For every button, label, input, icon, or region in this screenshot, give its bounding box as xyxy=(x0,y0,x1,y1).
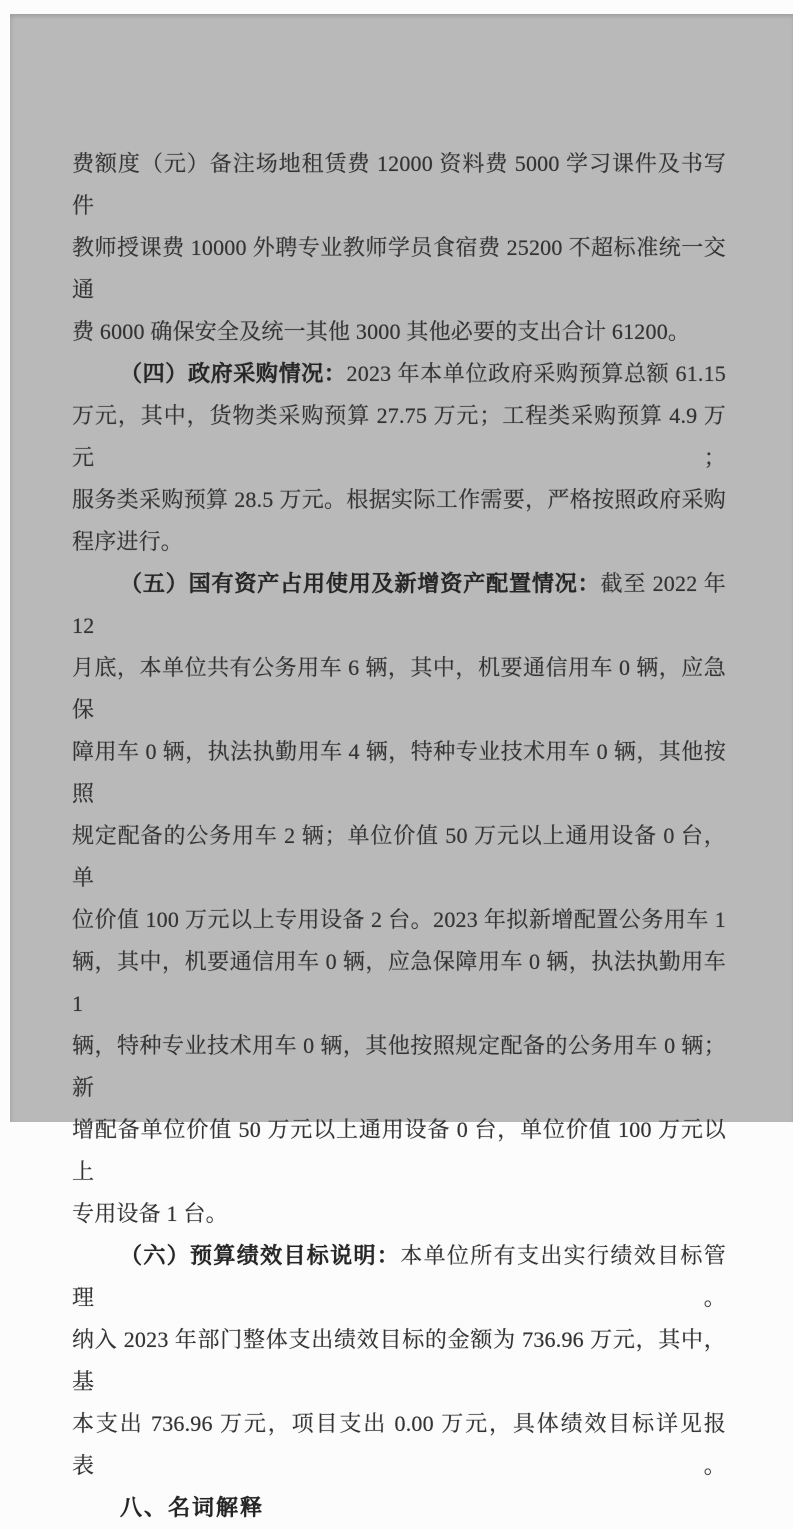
text-line xyxy=(72,647,726,731)
scanned-page xyxy=(10,14,793,1520)
section-header-text: （四）政府采购情况： xyxy=(120,361,347,386)
text-line xyxy=(72,395,726,479)
body-text: 增配备单位价值 50 万元以上通用设备 0 台，单位价值 100 万元以上 xyxy=(72,1117,726,1184)
body-text: 费额度（元）备注场地租赁费 12000 资料费 5000 学习课件及书写件 xyxy=(72,151,726,218)
text-line xyxy=(72,1109,726,1193)
text-line xyxy=(72,1193,726,1235)
body-text: 费 6000 确保安全及统一其他 3000 其他必要的支出合计 61200。 xyxy=(72,319,691,344)
body-text: 服务类采购预算 28.5 万元。根据实际工作需要，严格按照政府采购 xyxy=(72,487,726,512)
body-text: 专用设备 1 台。 xyxy=(72,1201,228,1226)
body-text: 本单位所有支出实行绩效目标管理。 xyxy=(72,1243,726,1310)
text-line xyxy=(72,1235,726,1319)
text-line xyxy=(72,1025,726,1109)
body-text: 规定配备的公务用车 2 辆；单位价值 50 万元以上通用设备 0 台，单 xyxy=(72,823,726,890)
text-line xyxy=(72,941,726,1025)
text-line xyxy=(72,899,726,941)
body-text: 万元，其中，货物类采购预算 27.75 万元；工程类采购预算 4.9 万元； xyxy=(72,403,726,470)
body-text: 教师授课费 10000 外聘专业教师学员食宿费 25200 不超标准统一交通 xyxy=(72,235,726,302)
section-header-text: （六）预算绩效目标说明： xyxy=(120,1243,401,1268)
text-line xyxy=(72,1319,726,1403)
body-text: 辆，特种专业技术用车 0 辆，其他按照规定配备的公务用车 0 辆；新 xyxy=(72,1033,726,1100)
body-text: 本支出 736.96 万元，项目支出 0.00 万元，具体绩效目标详见报表。 xyxy=(72,1411,726,1478)
body-text: 月底，本单位共有公务用车 6 辆，其中，机要通信用车 0 辆，应急保 xyxy=(72,655,726,722)
body-text: 2023 年本单位政府采购预算总额 61.15 xyxy=(346,361,726,386)
paragraph-training-expense-detail xyxy=(72,143,726,353)
document-content xyxy=(72,143,726,1529)
text-line xyxy=(72,311,726,353)
text-line xyxy=(72,1487,726,1529)
body-text: 纳入 2023 年部门整体支出绩效目标的金额为 736.96 万元，其中，基 xyxy=(72,1327,726,1394)
paragraph-state-owned-assets xyxy=(72,563,726,1235)
section-header-text: （五）国有资产占用使用及新增资产配置情况： xyxy=(120,571,601,596)
text-line xyxy=(72,143,726,227)
text-line xyxy=(72,1403,726,1487)
text-line xyxy=(72,227,726,311)
section-header-text: 八、名词解释 xyxy=(120,1495,265,1520)
paragraph-government-procurement xyxy=(72,353,726,563)
text-line xyxy=(72,353,726,395)
text-line xyxy=(72,815,726,899)
body-text: 辆，其中，机要通信用车 0 辆，应急保障用车 0 辆，执法执勤用车 1 xyxy=(72,949,726,1016)
text-line xyxy=(72,731,726,815)
text-line xyxy=(72,563,726,647)
body-text: 截至 2022 年 12 xyxy=(72,571,726,638)
text-line xyxy=(72,479,726,521)
paragraph-budget-performance-targets xyxy=(72,1235,726,1487)
heading-glossary xyxy=(72,1487,726,1529)
text-line xyxy=(72,521,726,563)
body-text: 障用车 0 辆，执法执勤用车 4 辆，特种专业技术用车 0 辆，其他按照 xyxy=(72,739,726,806)
body-text: 位价值 100 万元以上专用设备 2 台。2023 年拟新增配置公务用车 1 xyxy=(72,907,726,932)
body-text: 程序进行。 xyxy=(72,529,184,554)
